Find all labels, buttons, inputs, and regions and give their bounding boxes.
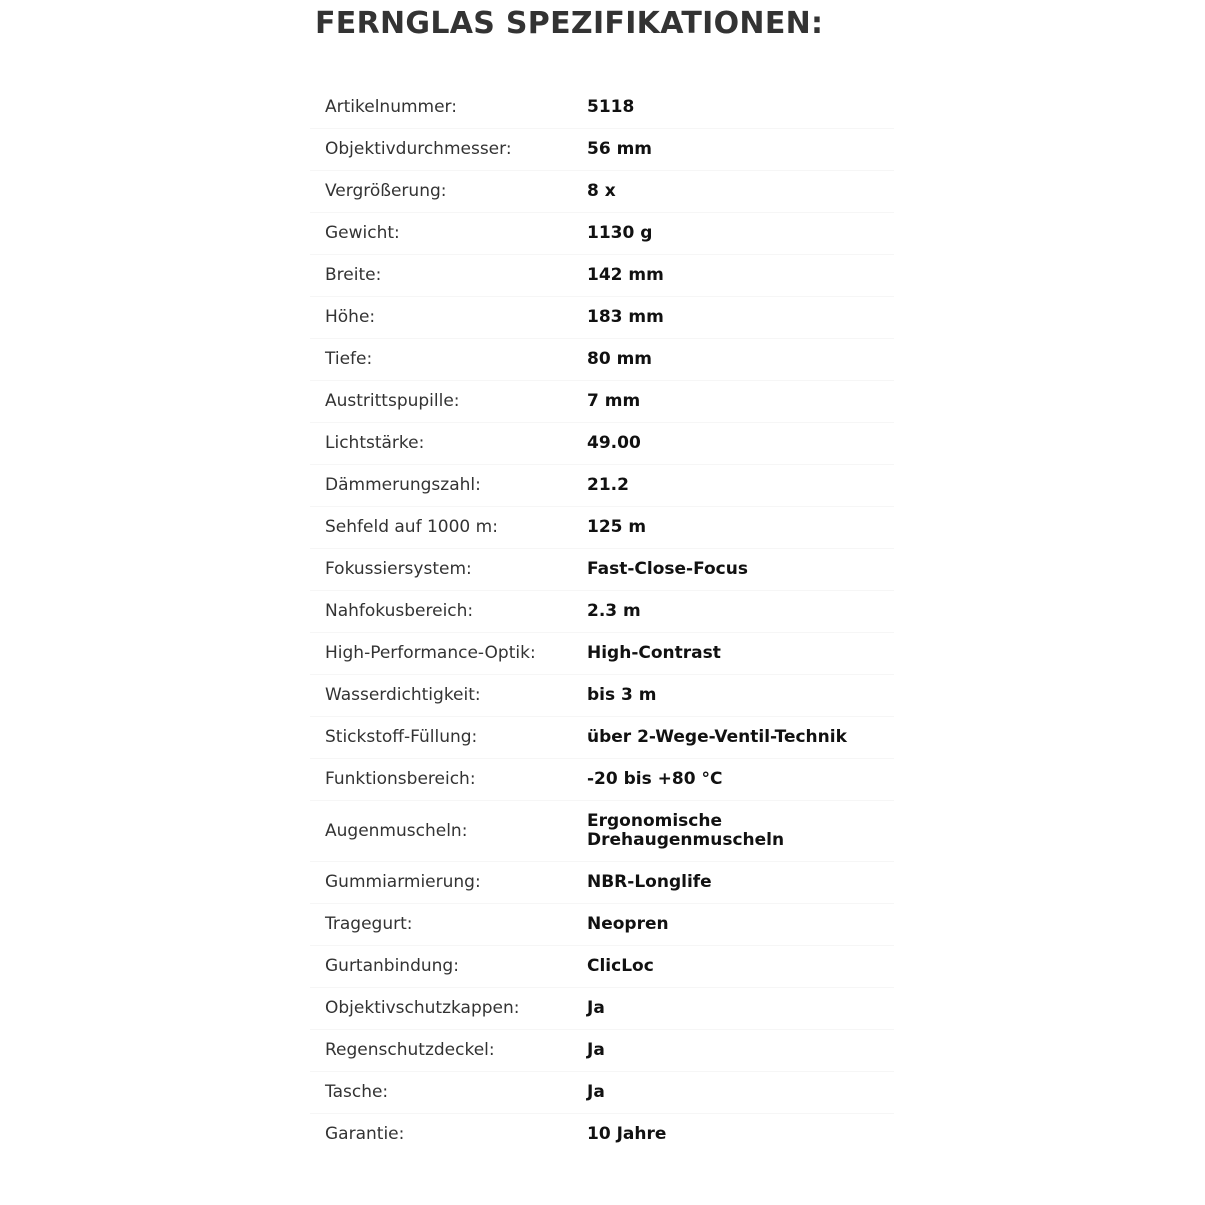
table-row xyxy=(310,1113,894,1155)
spec-label: Höhe: xyxy=(325,307,376,327)
spec-label: Dämmerungszahl: xyxy=(325,475,481,495)
spec-value: -20 bis +80 °C xyxy=(587,769,723,789)
spec-value: 183 mm xyxy=(587,307,664,327)
table-row xyxy=(310,170,894,212)
table-row xyxy=(310,380,894,422)
spec-label: Augenmuscheln: xyxy=(325,820,468,841)
table-row xyxy=(310,128,894,170)
spec-label: Tiefe: xyxy=(325,349,373,369)
spec-value: Fast-Close-Focus xyxy=(587,559,748,579)
table-row xyxy=(310,945,894,987)
spec-value: über 2-Wege-Ventil-Technik xyxy=(587,727,847,747)
spec-value: 80 mm xyxy=(587,349,653,369)
spec-label: Stickstoff-Füllung: xyxy=(325,727,478,747)
spec-value: NBR-Longlife xyxy=(587,872,712,892)
table-row xyxy=(310,758,894,800)
spec-value: 21.2 xyxy=(587,475,629,495)
table-row xyxy=(310,548,894,590)
table-row xyxy=(310,674,894,716)
table-row xyxy=(310,987,894,1029)
table-row xyxy=(310,861,894,903)
spec-label: Wasserdichtigkeit: xyxy=(325,685,481,705)
spec-page xyxy=(310,6,894,1155)
spec-value: Ja xyxy=(587,1082,605,1102)
spec-value: 5118 xyxy=(587,97,635,117)
spec-label: Sehfeld auf 1000 m: xyxy=(325,517,498,537)
spec-value: 56 mm xyxy=(587,139,653,159)
spec-label: Gewicht: xyxy=(325,223,400,243)
spec-label: Tasche: xyxy=(325,1082,389,1102)
table-row xyxy=(310,212,894,254)
spec-label: Fokussiersystem: xyxy=(325,559,472,579)
table-row xyxy=(310,590,894,632)
spec-label: Garantie: xyxy=(325,1124,405,1144)
spec-label: Gummiarmierung: xyxy=(325,872,481,892)
table-row xyxy=(310,1029,894,1071)
spec-value: 1130 g xyxy=(587,223,653,243)
spec-table xyxy=(310,87,894,1155)
spec-value: High-Contrast xyxy=(587,643,721,663)
spec-label: Tragegurt: xyxy=(325,914,413,934)
table-row xyxy=(310,87,894,128)
spec-value: 49.00 xyxy=(587,433,641,453)
table-row xyxy=(310,506,894,548)
spec-label: Objektivdurchmesser: xyxy=(325,139,512,159)
spec-value: 10 Jahre xyxy=(587,1124,667,1144)
table-row xyxy=(310,903,894,945)
spec-value: 7 mm xyxy=(587,391,641,411)
table-row xyxy=(310,254,894,296)
spec-label: Vergrößerung: xyxy=(325,181,447,201)
spec-label: Funktionsbereich: xyxy=(325,769,476,789)
table-row xyxy=(310,422,894,464)
spec-label: Gurtanbindung: xyxy=(325,956,459,976)
spec-label: Breite: xyxy=(325,265,382,285)
table-row xyxy=(310,338,894,380)
spec-label: Artikelnummer: xyxy=(325,97,457,117)
table-row xyxy=(310,296,894,338)
spec-value: 8 x xyxy=(587,181,616,201)
spec-value: 142 mm xyxy=(587,265,664,285)
spec-value: Ergonomische Drehaugenmuscheln xyxy=(587,811,785,850)
table-row xyxy=(310,716,894,758)
spec-value: 2.3 m xyxy=(587,601,641,621)
spec-label: Objektivschutzkappen: xyxy=(325,998,520,1018)
table-row xyxy=(310,464,894,506)
spec-label: Lichtstärke: xyxy=(325,433,425,453)
spec-value: 125 m xyxy=(587,517,647,537)
spec-label: Regenschutzdeckel: xyxy=(325,1040,495,1060)
spec-value: Neopren xyxy=(587,914,669,934)
table-row xyxy=(310,800,894,861)
spec-value: bis 3 m xyxy=(587,685,657,705)
spec-value: ClicLoc xyxy=(587,956,654,976)
spec-label: High-Performance-Optik: xyxy=(325,643,536,663)
page-title: FERNGLAS SPEZIFIKATIONEN: xyxy=(315,6,824,41)
table-row xyxy=(310,632,894,674)
spec-label: Austrittspupille: xyxy=(325,391,460,411)
spec-value: Ja xyxy=(587,1040,605,1060)
table-row xyxy=(310,1071,894,1113)
spec-value: Ja xyxy=(587,998,605,1018)
spec-label: Nahfokusbereich: xyxy=(325,601,474,621)
